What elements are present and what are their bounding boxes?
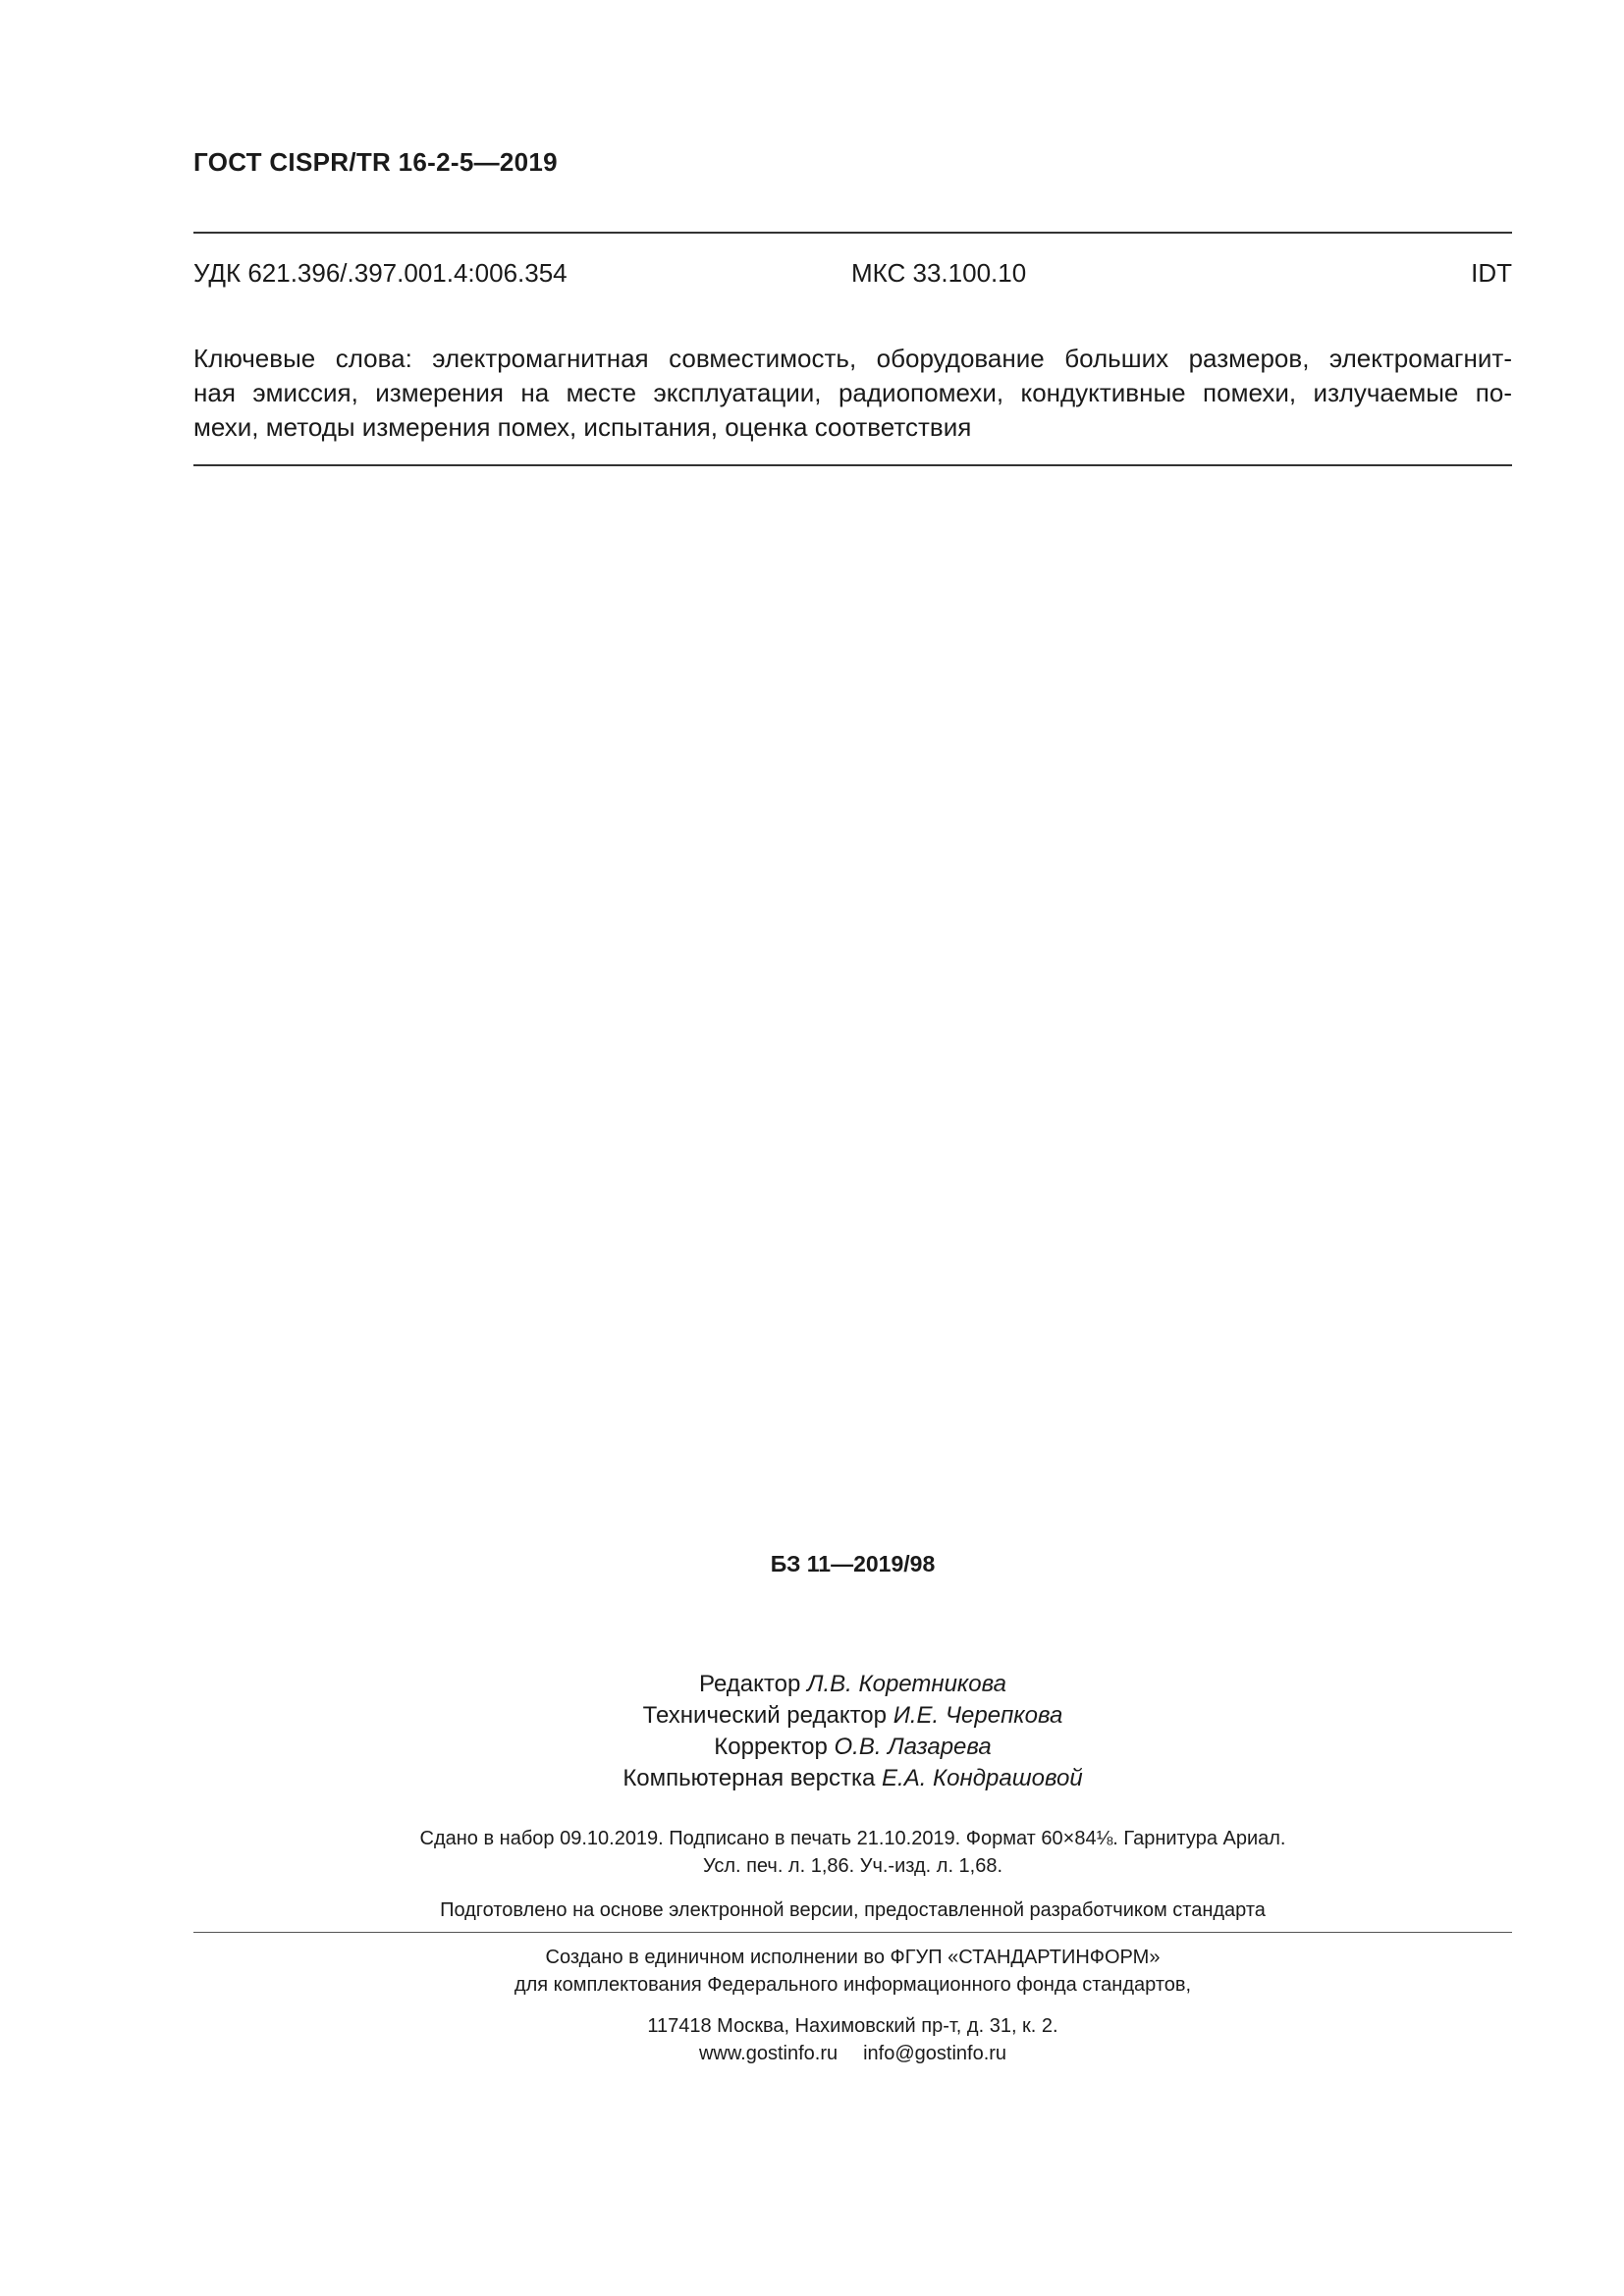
- staff-item-layout: [193, 1763, 1512, 1794]
- website-link[interactable]: www.gostinfo.ru: [698, 2043, 839, 2064]
- publisher-info: [193, 1944, 1512, 1999]
- prepared-note: Подготовлено на основе электронной версии, предоставленной разработчиком стандарта: [440, 1899, 1266, 1921]
- staff-role: Корректор: [714, 1734, 828, 1760]
- keywords-divider: [193, 464, 1512, 466]
- staff-role: Технический редактор: [642, 1702, 888, 1729]
- staff-name: Л.В. Коретникова: [807, 1671, 1006, 1697]
- staff-role: Редактор: [699, 1671, 801, 1697]
- publisher-contacts: [193, 2012, 1512, 2067]
- keywords-line: Ключевые слова: электромагнитная совместимость, оборудование больших размеров, электромагнит-: [193, 344, 1512, 373]
- email-link[interactable]: info@gostinfo.ru: [863, 2043, 1007, 2064]
- mks-code: МКС 33.100.10: [851, 258, 1027, 288]
- publisher-line: для комплектования Федерального информационного фонда стандартов,: [514, 1974, 1192, 1996]
- keywords-line: ная эмиссия, измерения на месте эксплуатации, радиопомехи, кондуктивные помехи, излучаемые по-: [193, 378, 1512, 407]
- bz-number: БЗ 11—2019/98: [770, 1551, 936, 1576]
- staff-name: Е.А. Кондрашовой: [882, 1765, 1083, 1791]
- document-code: ГОСТ CISPR/TR 16-2-5—2019: [193, 147, 558, 177]
- print-info: [193, 1825, 1512, 1880]
- top-divider: [193, 232, 1512, 234]
- publisher-address: 117418 Москва, Нахимовский пр-т, д. 31, к. 2.: [647, 2015, 1058, 2037]
- keywords-paragraph: [193, 342, 1512, 445]
- staff-item-proofreader: [193, 1732, 1512, 1763]
- udk-code: УДК 621.396/.397.001.4:006.354: [193, 258, 568, 288]
- staff-item-editor: [193, 1669, 1512, 1700]
- print-info-line: Усл. печ. л. 1,86. Уч.-изд. л. 1,68.: [702, 1855, 1003, 1877]
- print-info-line: Сдано в набор 09.10.2019. Подписано в печать 21.10.2019. Формат 60×84⅛. Гарнитура Ариал.: [419, 1828, 1286, 1849]
- keywords-line: мехи, методы измерения помех, испытания, оценка соответствия: [193, 412, 972, 442]
- classification-row: [193, 258, 1512, 292]
- publisher-line: Создано в единичном исполнении во ФГУП «СТАНДАРТИНФОРМ»: [545, 1947, 1161, 1968]
- contact-line: [193, 2040, 1512, 2067]
- staff-item-tech-editor: [193, 1700, 1512, 1732]
- equivalence-degree: IDT: [1471, 258, 1512, 288]
- staff-list: [193, 1669, 1512, 1794]
- staff-name: О.В. Лазарева: [834, 1734, 992, 1760]
- imprint-divider: [193, 1932, 1512, 1933]
- staff-name: И.Е. Черепкова: [893, 1702, 1063, 1729]
- staff-role: Компьютерная верстка: [623, 1765, 876, 1791]
